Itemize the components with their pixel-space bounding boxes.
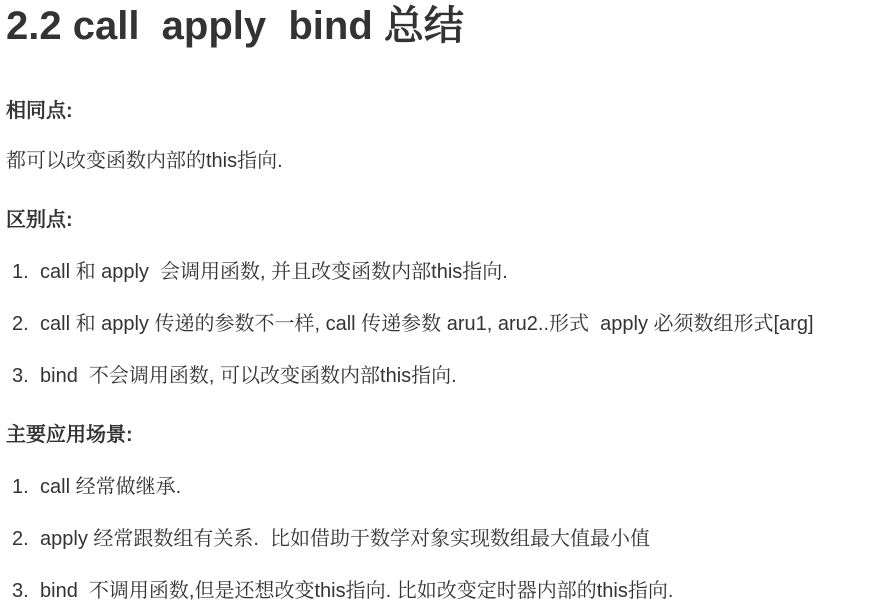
list-item-number: 1. [12, 261, 29, 283]
list-item [6, 526, 878, 552]
use-cases-list [6, 474, 878, 604]
use-cases-heading: 主要应用场景: [6, 424, 133, 446]
list-item [6, 363, 878, 389]
differences-heading: 区别点: [6, 209, 73, 231]
list-item-number: 2. [12, 528, 29, 550]
list-item [6, 474, 878, 500]
page-title: 2.2 call apply bind 总结 [6, 4, 464, 48]
list-item [6, 578, 878, 604]
section-differences [6, 207, 878, 389]
list-item-text: call 和 apply 会调用函数, 并且改变函数内部this指向. [40, 261, 508, 283]
list-item-number: 1. [12, 476, 29, 498]
list-item-text: call 经常做继承. [40, 476, 182, 498]
list-item-text: call 和 apply 传递的参数不一样, call 传递参数 aru1, aru2..形式 apply 必须数组形式[arg] [40, 313, 814, 335]
list-item [6, 259, 878, 285]
similarities-paragraph: 都可以改变函数内部的this指向. [6, 150, 283, 172]
list-item-text: bind 不会调用函数, 可以改变函数内部this指向. [40, 365, 457, 387]
similarities-heading: 相同点: [6, 100, 73, 122]
notes-document [6, 2, 878, 604]
section-similarities [6, 98, 878, 174]
list-item-number: 3. [12, 365, 29, 387]
list-item-text: bind 不调用函数,但是还想改变this指向. 比如改变定时器内部的this指向. [40, 580, 674, 602]
list-item-text: apply 经常跟数组有关系. 比如借助于数学对象实现数组最大值最小值 [40, 528, 651, 550]
differences-list [6, 259, 878, 389]
list-item-number: 2. [12, 313, 29, 335]
list-item-number: 3. [12, 580, 29, 602]
list-item [6, 311, 878, 337]
section-use-cases [6, 422, 878, 604]
